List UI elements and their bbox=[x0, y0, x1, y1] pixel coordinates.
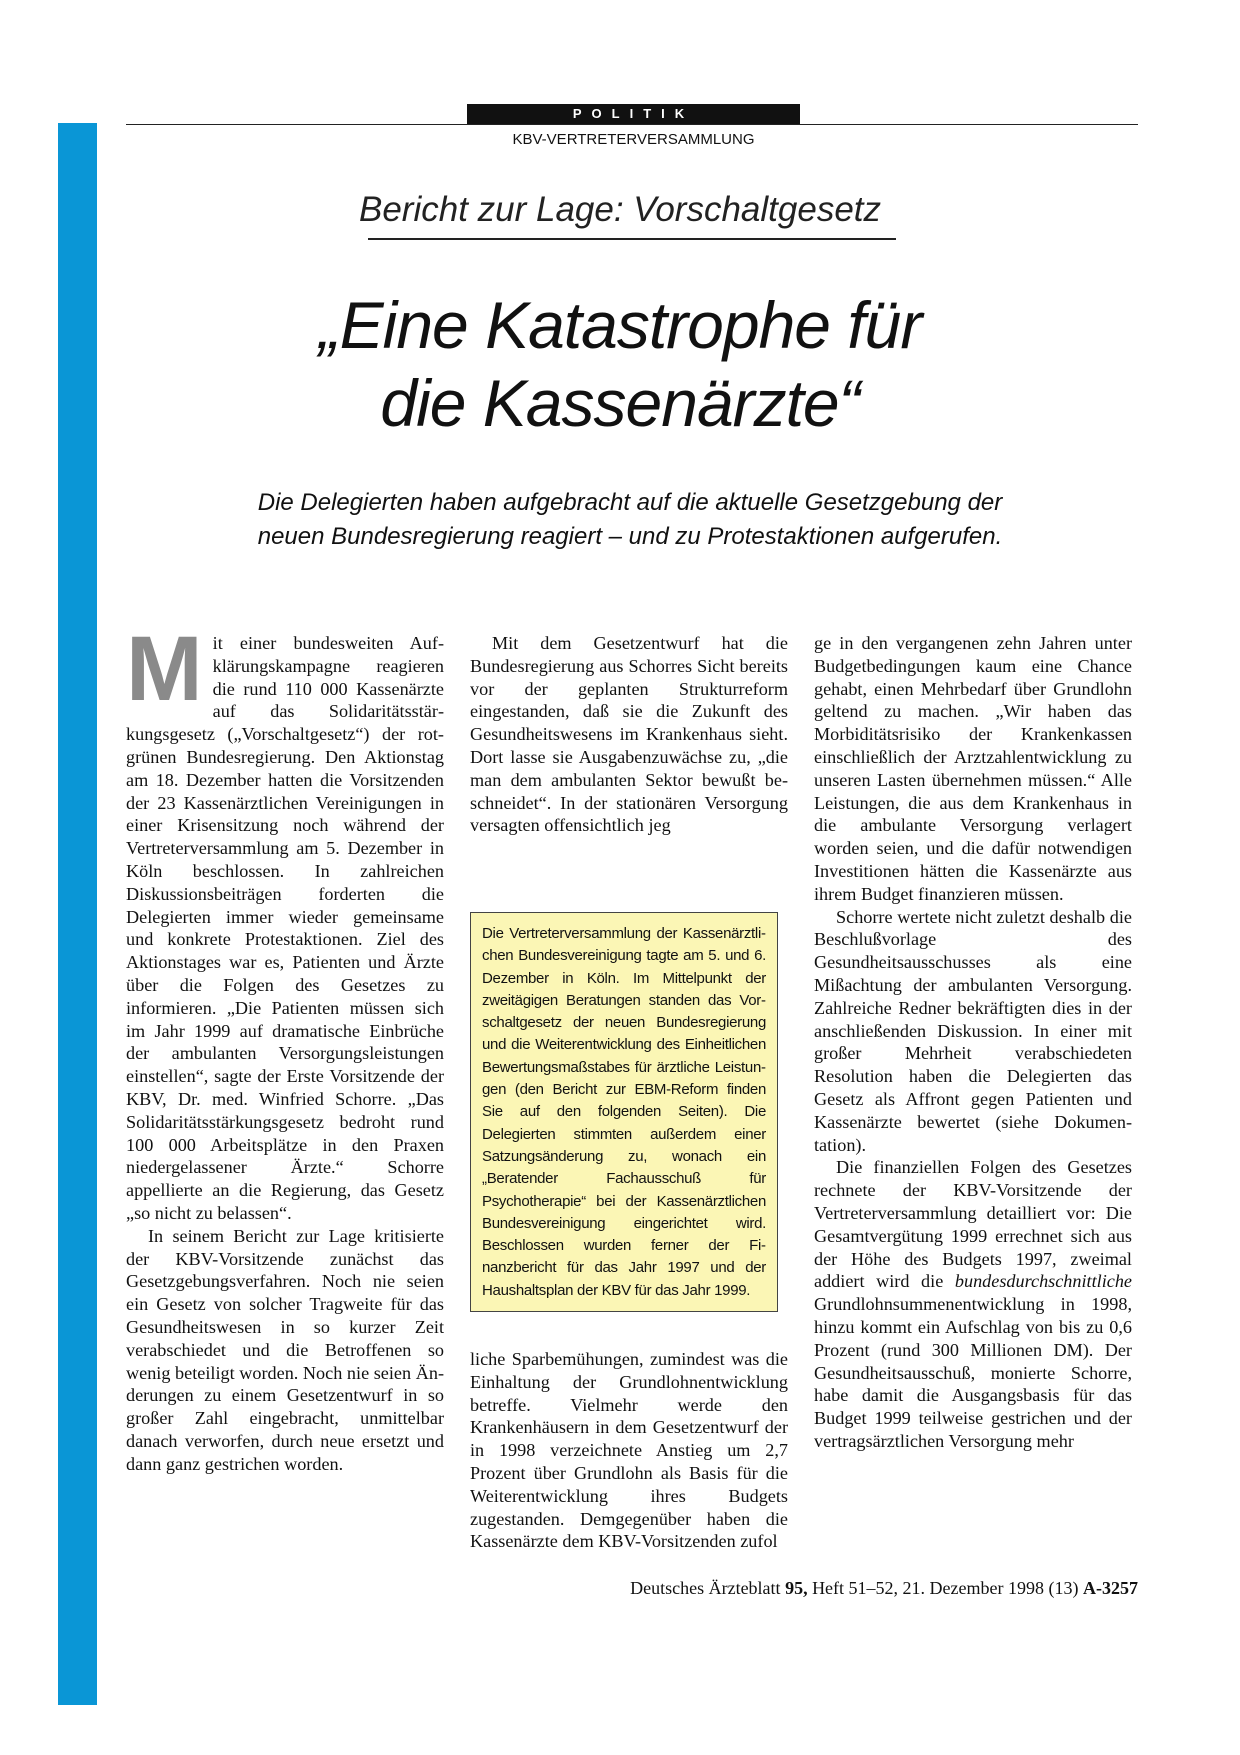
text-column-2-continued bbox=[470, 1348, 788, 1553]
journal-name: Deutsches Ärzteblatt bbox=[630, 1578, 786, 1598]
header-rule bbox=[126, 124, 1138, 125]
headline-line-2: die Kassenärzte“ bbox=[380, 366, 860, 440]
headline-line-1: „Eine Katastrophe für bbox=[318, 288, 922, 362]
paragraph: Schorre wertete nicht zuletzt deshalb die Beschlußvorlage des Gesundheitsausschusses als eine Mißachtung der ambulanten Versorgung. Zahlreiche Redner bekräftigten dies in der anschließenden Diskussion. In einer mit großer Mehrheit verabschiedeten Resolution haben die Delegierten das Gesetz als Affront gegen Patienten und Kassenärzte bewertet (siehe Dokumentation). bbox=[814, 906, 1132, 1155]
paragraph-text: Grundlohnsummenentwicklung in 1998, hinzu kommt ein Aufschlag von bis zu 0,6 Prozent (rund 300 Millionen DM). Der Gesundheitsausschuß, monierte Schorre, habe damit die Ausgangsbasis für das Budget 1999 teilweise gestrichen und der vertragsärztlichen Versorgung mehr bbox=[814, 1294, 1132, 1451]
volume-number: 95, bbox=[785, 1578, 808, 1598]
article-kicker: Bericht zur Lage: Vorschaltgesetz bbox=[358, 190, 882, 229]
page-footer bbox=[556, 1577, 1138, 1599]
kicker-underline bbox=[368, 238, 896, 240]
paragraph: In seinem Bericht zur Lage kritisierte der KBV-Vorsitzende zunächst das Gesetzgebungsverfahren. Noch nie seien ein Gesetz von solcher Tragweite für das Gesundheitswesen in so kurzer Zeit verabschiedet und die Betroffenen so wenig beteiligt worden. Noch nie seien Änderungen zu einem Gesetzentwurf in so großer Zahl eingebracht, unmittelbar danach verworfen, durch neue ersetzt und dann ganz gestrichen worden. bbox=[126, 1225, 444, 1474]
section-subrubric: KBV-VERTRETERVERSAMMLUNG bbox=[512, 131, 755, 148]
section-rubric: POLITIK bbox=[467, 104, 800, 124]
paragraph: liche Sparbemühungen, zumindest was die Einhaltung der Grundlohnentwicklung betreffe. Vielmehr werde den Krankenhäusern in dem Gesetzentwurf der in 1998 verzeichnete Anstieg um 2,7 Prozent über Grundlohn als Basis für die Weiterentwicklung ihres Budgets zugestanden. Demgegenüber haben die Kassenärzte dem KBV-Vorsitzenden zufol bbox=[470, 1349, 788, 1552]
paragraph-text: Die finanziellen Folgen des Gesetzes rechnete der KBV-Vorsitzende der Vertreterversammlung detailliert vor: Die Gesamtvergütung 1999 errechnet sich aus der Höhe des Budgets 1997, zweimal addiert wird die bbox=[814, 1157, 1132, 1292]
issue-info: Heft 51–52, 21. Dezember 1998 (13) bbox=[807, 1578, 1083, 1598]
page-number: A-3257 bbox=[1083, 1578, 1138, 1598]
emphasis-text: bundesdurchschnittliche bbox=[954, 1271, 1132, 1292]
paragraph: ge in den vergangenen zehn Jahren unter Budgetbedingungen kaum eine Chance gehabt, einen Mehrbedarf über Grundlohn geltend zu machen. „Wir haben das Morbiditätsrisiko der Krankenkassen einschließlich der Arztzahlentwicklung zu unseren Lasten übernehmen müssen.“ Alle Leistungen, die aus dem Krankenhaus in die ambulante Versorgung verlagert worden seien, und die dafür notwendigen Investitionen hätten die Kassenärzte aus ihrem Budget finanzieren müssen. bbox=[814, 633, 1132, 904]
text-column-2 bbox=[470, 632, 788, 837]
info-box: Die Vertreterversammlung der Kassenärztlichen Bundesvereinigung tagte am 5. und 6. Dezember in Köln. Im Mittelpunkt der zweitägigen Beratungen standen das Vorschaltgesetz der neuen Bundesregierung und die Weiterentwicklung des Einheitlichen Bewertungsmaßstabes für ärztliche Leistungen (den Bericht zur EBM-Reform finden Sie auf den folgenden Seiten). Die Delegierten stimmten außerdem einer Satzungsänderung zu, wonach ein „Beratender Fachausschuß für Psychotherapie“ bei der Kassenärztlichen Bundesvereinigung eingerichtet wird. Beschlossen wurden ferner der Finanzbericht für das Jahr 1997 und der Haushaltsplan der KBV für das Jahr 1999. bbox=[470, 912, 778, 1312]
text-column-3 bbox=[814, 632, 1132, 1453]
drop-cap: M bbox=[126, 618, 203, 720]
standfirst-line-2: neuen Bundesregierung reagiert – und zu Protestaktionen aufgerufen. bbox=[257, 523, 1003, 550]
text-column-1 bbox=[126, 618, 444, 1475]
article-headline bbox=[0, 286, 1240, 442]
standfirst-line-1: Die Delegierten haben aufgebracht auf die aktuelle Gesetzgebung der bbox=[257, 489, 1003, 516]
paragraph: it einer bundesweiten Aufklärungskampagne reagieren die rund 110 000 Kassenärzte auf das Solidaritätsstärkungsgesetz („Vorschaltgesetz“) der rot-grünen Bundesregierung. Den Aktionstag am 18. Dezember hatten die Vorsitzenden der 23 Kassenärztlichen Vereinigungen in einer Krisensitzung noch während der Vertreterversammlung am 5. Dezember in Köln beschlossen. In zahlreichen Diskussionsbeiträgen forderten die Delegierten immer wieder gemeinsame und konkrete Protestaktionen. Ziel des Aktionstages war es, Patienten und Ärzte über die Folgen des Gesetzes zu informieren. „Die Patienten müssen sich im Jahr 1999 auf dramatische Einbrüche der ambulanten Versorgungsleistungen einstellen“, sagte der Erste Vorsitzende der KBV, Dr. med. Winfried Schorre. „Das Solidaritätsstärkungsgesetz bedroht rund 100 000 Arbeitsplätze in den Praxen niedergelassener Ärzte.“ Schorre appellierte an die Regierung, das Gesetz „so nicht zu belassen“. bbox=[126, 633, 444, 1223]
paragraph bbox=[814, 1156, 1132, 1452]
paragraph: Mit dem Gesetzentwurf hat die Bundesregierung aus Schorres Sicht bereits vor der geplanten Strukturreform eingestanden, daß sie die Zukunft des Gesundheitswesens im Krankenhaus sieht. Dort lasse sie Ausgabenzuwächse zu, „die man dem ambulanten Sektor bewußt beschneidet“. In der stationären Versorgung versagten offensichtlich jeg bbox=[470, 633, 788, 836]
article-standfirst bbox=[140, 486, 1120, 554]
